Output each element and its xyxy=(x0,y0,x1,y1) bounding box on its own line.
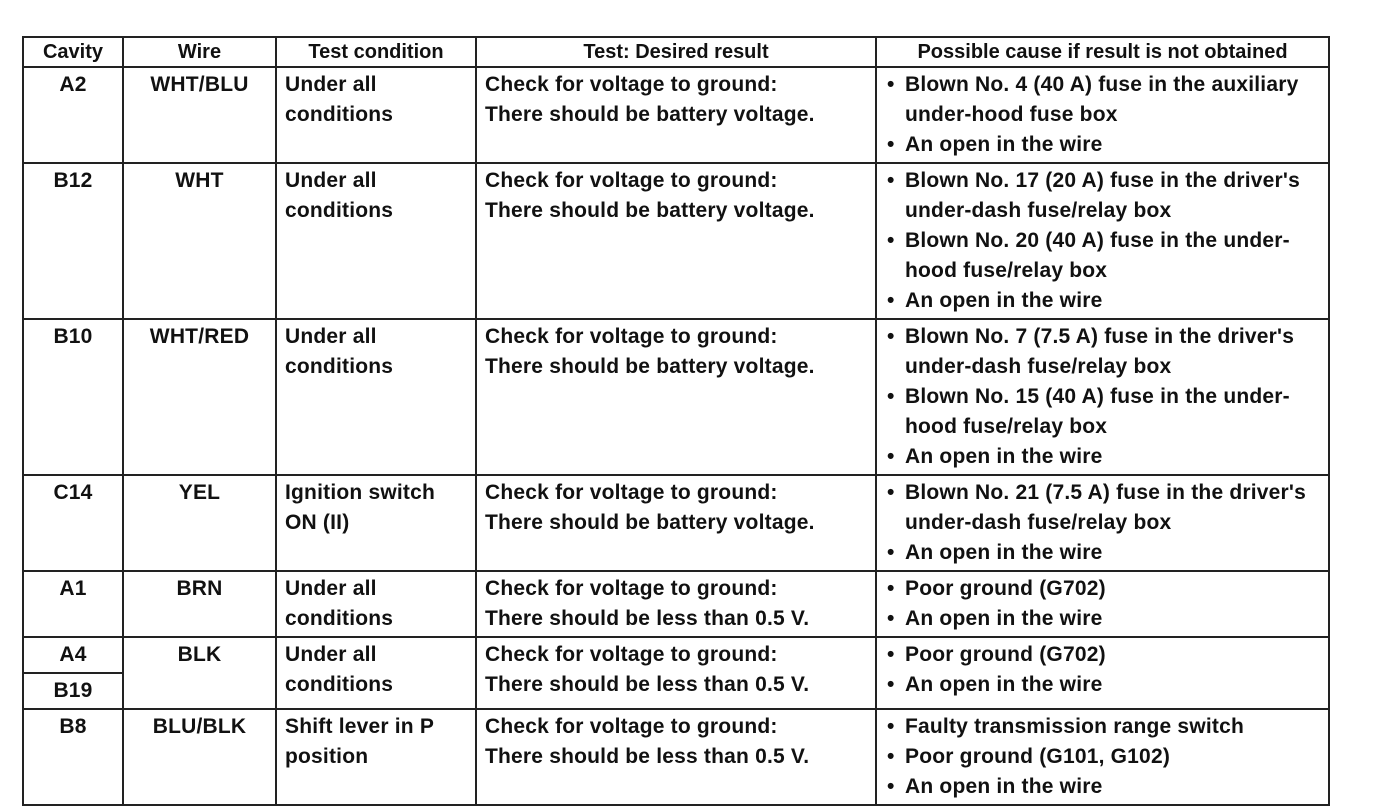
cavity-cell: B10 xyxy=(23,319,123,475)
cavity-cell: A1 xyxy=(23,571,123,637)
cause-item: • Poor ground (G101, G102) xyxy=(885,742,1320,772)
table-row xyxy=(23,475,1329,571)
table-row xyxy=(23,319,1329,475)
result-line: Check for voltage to ground: xyxy=(485,715,778,738)
wire-cell: BLU/BLK xyxy=(123,709,276,805)
cause-item: • An open in the wire xyxy=(885,442,1320,472)
possible-cause-cell xyxy=(876,163,1329,319)
cavity-cell: C14 xyxy=(23,475,123,571)
test-condition-cell: Shift lever in P position xyxy=(276,709,476,805)
cause-list xyxy=(885,478,1320,568)
cavity-cell: A4 xyxy=(23,637,123,673)
test-condition-cell: Under all conditions xyxy=(276,637,476,709)
header-row xyxy=(23,37,1329,67)
cause-item: • Faulty transmission range switch xyxy=(885,712,1320,742)
table-row xyxy=(23,163,1329,319)
result-line: Check for voltage to ground: xyxy=(485,325,778,348)
cause-item: • An open in the wire xyxy=(885,538,1320,568)
table-row xyxy=(23,637,1329,673)
wire-cell: BLK xyxy=(123,637,276,709)
desired-result-cell xyxy=(476,709,876,805)
table-row xyxy=(23,571,1329,637)
desired-result-cell xyxy=(476,163,876,319)
header-cavity: Cavity xyxy=(23,37,123,67)
result-line: There should be battery voltage. xyxy=(485,199,815,222)
wire-cell: YEL xyxy=(123,475,276,571)
cause-item: • An open in the wire xyxy=(885,130,1320,160)
possible-cause-cell xyxy=(876,475,1329,571)
header-test-condition: Test condition xyxy=(276,37,476,67)
cause-list xyxy=(885,712,1320,802)
header-possible-cause: Possible cause if result is not obtained xyxy=(876,37,1329,67)
result-line: Check for voltage to ground: xyxy=(485,577,778,600)
test-condition-cell: Under all conditions xyxy=(276,319,476,475)
result-line: Check for voltage to ground: xyxy=(485,643,778,666)
result-line: Check for voltage to ground: xyxy=(485,169,778,192)
desired-result-cell xyxy=(476,637,876,709)
desired-result-cell xyxy=(476,475,876,571)
cause-item: • Blown No. 4 (40 A) fuse in the auxiliary under-hood fuse box xyxy=(885,70,1320,130)
cause-item: • An open in the wire xyxy=(885,604,1320,634)
possible-cause-cell xyxy=(876,571,1329,637)
table-row xyxy=(23,67,1329,163)
test-condition-cell: Under all conditions xyxy=(276,67,476,163)
cause-item: • Poor ground (G702) xyxy=(885,574,1320,604)
possible-cause-cell xyxy=(876,67,1329,163)
wire-cell: WHT xyxy=(123,163,276,319)
cause-item: • Blown No. 20 (40 A) fuse in the under-hood fuse/relay box xyxy=(885,226,1320,286)
wire-cell: WHT/RED xyxy=(123,319,276,475)
result-line: Check for voltage to ground: xyxy=(485,481,778,504)
cause-list xyxy=(885,70,1320,160)
wire-cell: BRN xyxy=(123,571,276,637)
header-wire: Wire xyxy=(123,37,276,67)
result-line: There should be less than 0.5 V. xyxy=(485,745,810,768)
cause-item: • Blown No. 17 (20 A) fuse in the driver's under-dash fuse/relay box xyxy=(885,166,1320,226)
cause-item: • An open in the wire xyxy=(885,772,1320,802)
desired-result-cell xyxy=(476,319,876,475)
cavity-cell: A2 xyxy=(23,67,123,163)
possible-cause-cell xyxy=(876,319,1329,475)
cause-item: • Blown No. 21 (7.5 A) fuse in the driver's under-dash fuse/relay box xyxy=(885,478,1320,538)
cause-item: • An open in the wire xyxy=(885,670,1320,700)
table-row xyxy=(23,709,1329,805)
possible-cause-cell xyxy=(876,709,1329,805)
desired-result-cell xyxy=(476,67,876,163)
result-line: There should be less than 0.5 V. xyxy=(485,673,810,696)
result-line: There should be battery voltage. xyxy=(485,103,815,126)
test-condition-cell: Under all conditions xyxy=(276,571,476,637)
result-line: Check for voltage to ground: xyxy=(485,73,778,96)
cause-list xyxy=(885,166,1320,316)
cavity-cell: B19 xyxy=(23,673,123,709)
cavity-cell: B8 xyxy=(23,709,123,805)
test-table xyxy=(22,36,1330,806)
test-condition-cell: Ignition switch ON (II) xyxy=(276,475,476,571)
test-condition-cell: Under all conditions xyxy=(276,163,476,319)
cause-item: • Blown No. 15 (40 A) fuse in the under-hood fuse/relay box xyxy=(885,382,1320,442)
cause-item: • An open in the wire xyxy=(885,286,1320,316)
cause-item: • Poor ground (G702) xyxy=(885,640,1320,670)
cavity-cell: B12 xyxy=(23,163,123,319)
wire-cell: WHT/BLU xyxy=(123,67,276,163)
result-line: There should be battery voltage. xyxy=(485,355,815,378)
cause-list xyxy=(885,322,1320,472)
possible-cause-cell xyxy=(876,637,1329,709)
header-desired-result: Test: Desired result xyxy=(476,37,876,67)
result-line: There should be less than 0.5 V. xyxy=(485,607,810,630)
result-line: There should be battery voltage. xyxy=(485,511,815,534)
cause-list xyxy=(885,574,1320,634)
cause-list xyxy=(885,640,1320,700)
desired-result-cell xyxy=(476,571,876,637)
cause-item: • Blown No. 7 (7.5 A) fuse in the driver's under-dash fuse/relay box xyxy=(885,322,1320,382)
